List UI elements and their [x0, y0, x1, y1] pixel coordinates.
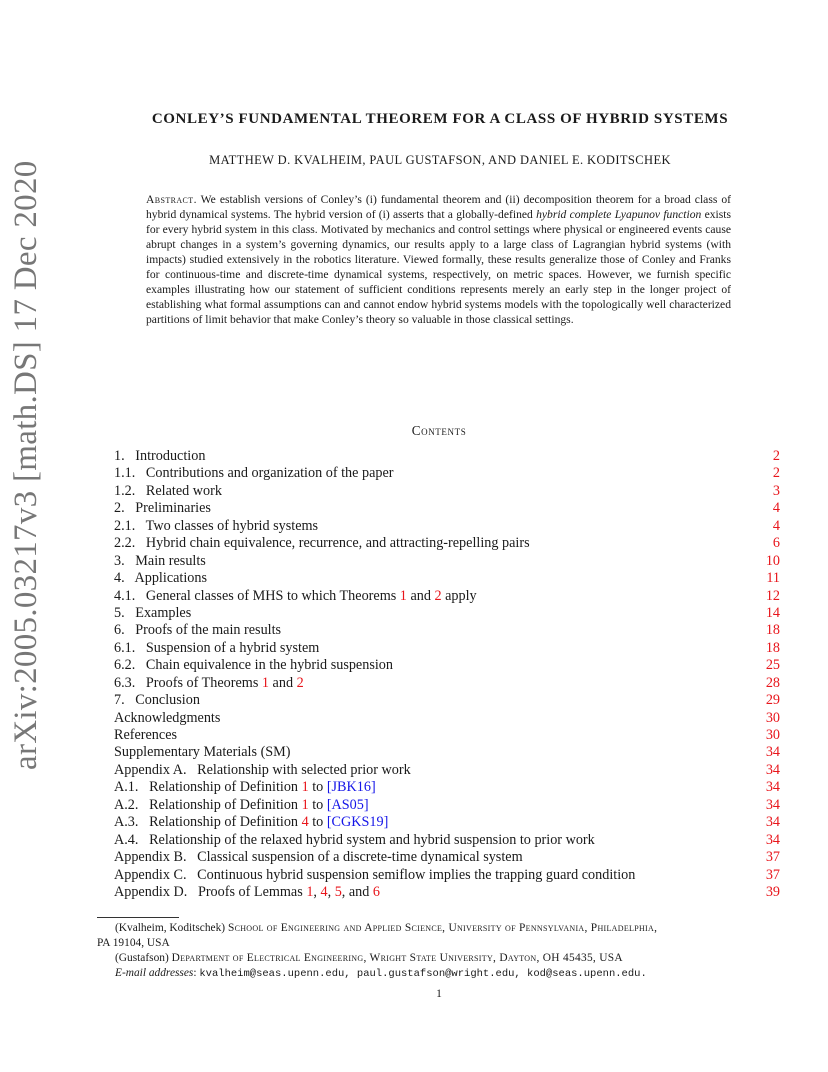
toc-entry-number: Appendix B.	[114, 849, 187, 866]
toc-entry-title: Preliminaries	[135, 500, 211, 517]
toc-entry-title: Relationship with selected prior work	[197, 761, 411, 778]
cross-reference-link[interactable]: 2	[296, 674, 304, 691]
toc-entry[interactable]	[114, 744, 780, 761]
toc-entry-number: Appendix D.	[114, 883, 188, 900]
toc-page-number[interactable]: 2	[772, 448, 780, 464]
toc-entry-title: Applications	[134, 570, 208, 587]
toc-entry-title: Relationship of the relaxed hybrid system and hybrid suspension to prior work	[149, 831, 595, 848]
toc-entry-number: 4.1.	[114, 587, 136, 604]
toc-page-number[interactable]: 6	[772, 535, 780, 552]
toc-entry-title: Chain equivalence in the hybrid suspension	[145, 657, 393, 674]
email-label: E-mail addresses	[115, 967, 194, 979]
toc-entry[interactable]	[114, 675, 780, 692]
toc-entry[interactable]	[114, 553, 780, 570]
toc-page-number[interactable]: 29	[765, 692, 780, 709]
toc-entry[interactable]	[114, 797, 780, 814]
toc-entry-title: Related work	[145, 482, 222, 499]
affiliation-1-institution: School of Engineering and Applied Science, University of Pennsylvania, Philadelphia,	[227, 922, 658, 934]
toc-entry-title: Contributions and organization of the paper	[145, 465, 394, 482]
toc-entry-title: Relationship of Definition	[149, 779, 299, 796]
toc-page-number[interactable]: 34	[765, 761, 780, 778]
toc-entry-title: Conclusion	[135, 692, 200, 709]
toc-entry-number: 2.1.	[114, 517, 136, 534]
toc-entry-title: Relationship of Definition	[149, 796, 299, 813]
toc-entry-title: Suspension of a hybrid system	[145, 639, 320, 656]
cross-reference-link[interactable]: 5	[334, 883, 342, 900]
toc-entry[interactable]	[114, 779, 780, 796]
footnotes	[97, 921, 781, 982]
toc-page-number[interactable]: 25	[765, 657, 780, 674]
affiliation-1-names: (Kvalheim, Koditschek)	[115, 922, 226, 934]
toc-entry[interactable]	[114, 588, 780, 605]
toc-entry-title: Hybrid chain equivalence, recurrence, and attracting-repelling pairs	[145, 535, 530, 552]
page-number: 1	[436, 988, 442, 1000]
toc-entry-number: 3.	[114, 552, 125, 569]
affiliation-2	[97, 951, 781, 966]
toc-entry[interactable]	[114, 657, 780, 674]
affiliation-2-institution: Department of Electrical Engineering, Wright State University, Dayton, OH 45435, USA	[171, 952, 623, 964]
toc-entry-number: 2.	[114, 500, 125, 517]
toc-entry-title: General classes of MHS to which Theorems	[145, 587, 397, 604]
cross-reference-link[interactable]: 6	[372, 883, 381, 900]
toc-entry[interactable]	[114, 692, 780, 709]
paper-title: CONLEY’S FUNDAMENTAL THEOREM FOR A CLASS OF HYBRID SYSTEMS	[151, 111, 729, 127]
toc-entry-number: 1.2.	[114, 482, 136, 499]
toc-page-number[interactable]: 18	[765, 639, 780, 656]
toc-entry[interactable]	[114, 605, 780, 622]
toc-entry-connector: and	[410, 587, 431, 604]
toc-page-number[interactable]: 30	[765, 727, 780, 743]
toc-entry-number: Appendix C.	[114, 866, 187, 883]
toc-entry[interactable]	[114, 448, 780, 465]
paper-authors: MATTHEW D. KVALHEIM, PAUL GUSTAFSON, AND DANIEL E. KODITSCHEK	[209, 153, 671, 167]
toc-page-number[interactable]: 18	[765, 622, 780, 639]
toc-entry-number: 7.	[114, 692, 125, 709]
toc-page-number[interactable]: 30	[765, 709, 780, 726]
table-of-contents	[114, 448, 780, 901]
toc-page-number[interactable]: 4	[772, 517, 780, 534]
toc-entry[interactable]	[114, 640, 780, 657]
toc-entry[interactable]	[114, 710, 780, 727]
toc-entry-title: Proofs of Theorems	[145, 674, 259, 691]
toc-entry-number: 1.1.	[114, 465, 136, 482]
toc-page-number[interactable]: 34	[765, 831, 780, 848]
toc-entry[interactable]	[114, 465, 780, 482]
toc-entry-number: A.4.	[114, 831, 139, 848]
toc-entry-number: 6.2.	[114, 657, 136, 674]
cross-reference-link[interactable]: 1	[306, 883, 314, 900]
toc-entry[interactable]	[114, 762, 780, 779]
toc-entry-connector: to	[312, 796, 324, 813]
toc-page-number[interactable]: 11	[766, 570, 780, 587]
toc-entry-number: Appendix A.	[114, 761, 187, 778]
affiliation-1-continued: PA 19104, USA	[97, 937, 170, 949]
toc-entry-title: Two classes of hybrid systems	[145, 517, 319, 534]
toc-entry-connector: to	[312, 779, 324, 796]
affiliation-1	[97, 921, 781, 936]
toc-entry[interactable]	[114, 483, 780, 500]
abstract-text-2: exists for every hybrid system in this class. Motivated by mechanics and control settings where physical or engineered events cause abrupt changes in a system’s governing dynamics, our results apply to a large class of Lagrangian hybrid systems (with impacts) studied extensively in the robotics literature. Viewed formally, these results generalize those of Conley and Franks for continuous-time and discrete-time dynamical systems, respectively, on metric spaces. However, we furnish specific examples illustrating how our statement of sufficient conditions represents merely an early step in the longer project of establishing what formal assumptions can and cannot endow hybrid systems models with the topologically well characterized partitions of limit behavior that make Conley’s theory so valuable in those classical settings.	[146, 208, 732, 327]
toc-entry[interactable]	[114, 518, 780, 535]
abstract	[146, 192, 731, 327]
cross-reference-link[interactable]: 2	[434, 587, 442, 604]
toc-entry-title: Introduction	[135, 448, 206, 464]
email-addresses: E-mail addresses: kvalheim@seas.upenn.edu, paul.gustafson@wright.edu, kod@seas.upenn.edu.	[115, 967, 647, 980]
email-list[interactable]: kvalheim@seas.upenn.edu, paul.gustafson@wright.edu, kod@seas.upenn.edu.	[199, 968, 647, 980]
toc-entry-title: Classical suspension of a discrete-time dynamical system	[197, 849, 523, 866]
toc-entry[interactable]	[114, 535, 780, 552]
toc-page-number[interactable]: 12	[765, 587, 780, 604]
toc-entry-number: 4.	[114, 570, 125, 587]
toc-entry-title: Continuous hybrid suspension semiflow implies the trapping guard condition	[197, 866, 636, 883]
toc-entry-number: A.2.	[114, 796, 139, 813]
affiliation-2-names: (Gustafson)	[115, 952, 169, 964]
toc-entry-title: Acknowledgments	[114, 709, 221, 726]
citation-link[interactable]: [AS05]	[326, 796, 369, 813]
toc-entry-title: References	[114, 727, 178, 743]
citation-link[interactable]: [CGKS19]	[326, 814, 389, 831]
toc-entry-title: Examples	[135, 604, 192, 621]
toc-page-number[interactable]: 10	[765, 552, 780, 569]
toc-entry-number: 6.	[114, 622, 125, 639]
toc-page-number[interactable]: 37	[765, 849, 780, 866]
cross-reference-link[interactable]: 1	[301, 796, 309, 813]
toc-entry-number: A.1.	[114, 779, 139, 796]
cross-reference-link[interactable]: 1	[301, 779, 309, 796]
toc-page-number[interactable]: 34	[765, 796, 780, 813]
toc-entry-tail: apply	[445, 587, 477, 604]
cross-reference-link[interactable]: 4	[301, 814, 309, 831]
toc-page-number[interactable]: 34	[765, 744, 780, 761]
toc-entry[interactable]	[114, 832, 780, 849]
toc-entry-number: 1.	[114, 448, 125, 464]
toc-entry-number: 6.3.	[114, 674, 136, 691]
toc-entry-title: Relationship of Definition	[149, 814, 299, 831]
toc-page-number[interactable]: 28	[765, 674, 780, 691]
citation-link[interactable]: [JBK16]	[326, 779, 376, 796]
cross-reference-link[interactable]: 4	[320, 883, 328, 900]
toc-entry[interactable]: Appendix D. Proofs of Lemmas 1, 4, 5, and 6 39	[114, 883, 780, 900]
toc-entry[interactable]	[114, 727, 780, 744]
cross-reference-link[interactable]: 1	[261, 674, 269, 691]
toc-entry[interactable]	[114, 500, 780, 517]
toc-entry-connector: to	[312, 814, 324, 831]
toc-page-number[interactable]: 2	[772, 465, 780, 482]
toc-entry[interactable]	[114, 814, 780, 831]
toc-entry-title: Main results	[135, 552, 206, 569]
toc-entry-title: Proofs of the main results	[135, 622, 282, 639]
toc-entry-title: Proofs of Lemmas	[197, 883, 303, 900]
footnote-rule	[97, 917, 179, 918]
toc-entry[interactable]	[114, 570, 780, 587]
arxiv-identifier-stamp: arXiv:2005.03217v3 [math.DS] 17 Dec 2020	[8, 160, 44, 770]
toc-entry-number: 2.2.	[114, 535, 136, 552]
toc-page-number[interactable]: 34	[765, 779, 780, 796]
toc-entry-title: Supplementary Materials (SM)	[114, 744, 291, 761]
toc-entry[interactable]	[114, 849, 780, 866]
cross-reference-link[interactable]: 1	[399, 587, 407, 604]
toc-entry[interactable]	[114, 867, 780, 884]
toc-entry-number: 5.	[114, 604, 125, 621]
abstract-text-1: We establish versions of Conley’s (i) fundamental theorem and (ii) decomposition theorem for a broad class of hybrid dynamical systems. The hybrid version of (i) asserts that a globally-defined	[146, 193, 731, 222]
toc-page-number[interactable]: 39	[765, 883, 780, 900]
toc-page-number[interactable]: 3	[772, 482, 780, 499]
toc-page-number[interactable]: 34	[765, 814, 780, 831]
toc-entry-number: 6.1.	[114, 639, 136, 656]
abstract-label: Abstract.	[146, 193, 197, 206]
toc-page-number[interactable]: 37	[765, 866, 780, 883]
abstract-italic-term: hybrid complete Lyapunov function	[536, 208, 702, 222]
toc-entry-number: A.3.	[114, 814, 139, 831]
toc-entry-connector: and	[272, 674, 294, 691]
toc-page-number[interactable]: 14	[765, 604, 780, 621]
contents-heading: Contents	[411, 423, 467, 438]
toc-entry[interactable]	[114, 622, 780, 639]
toc-page-number[interactable]: 4	[772, 500, 780, 517]
